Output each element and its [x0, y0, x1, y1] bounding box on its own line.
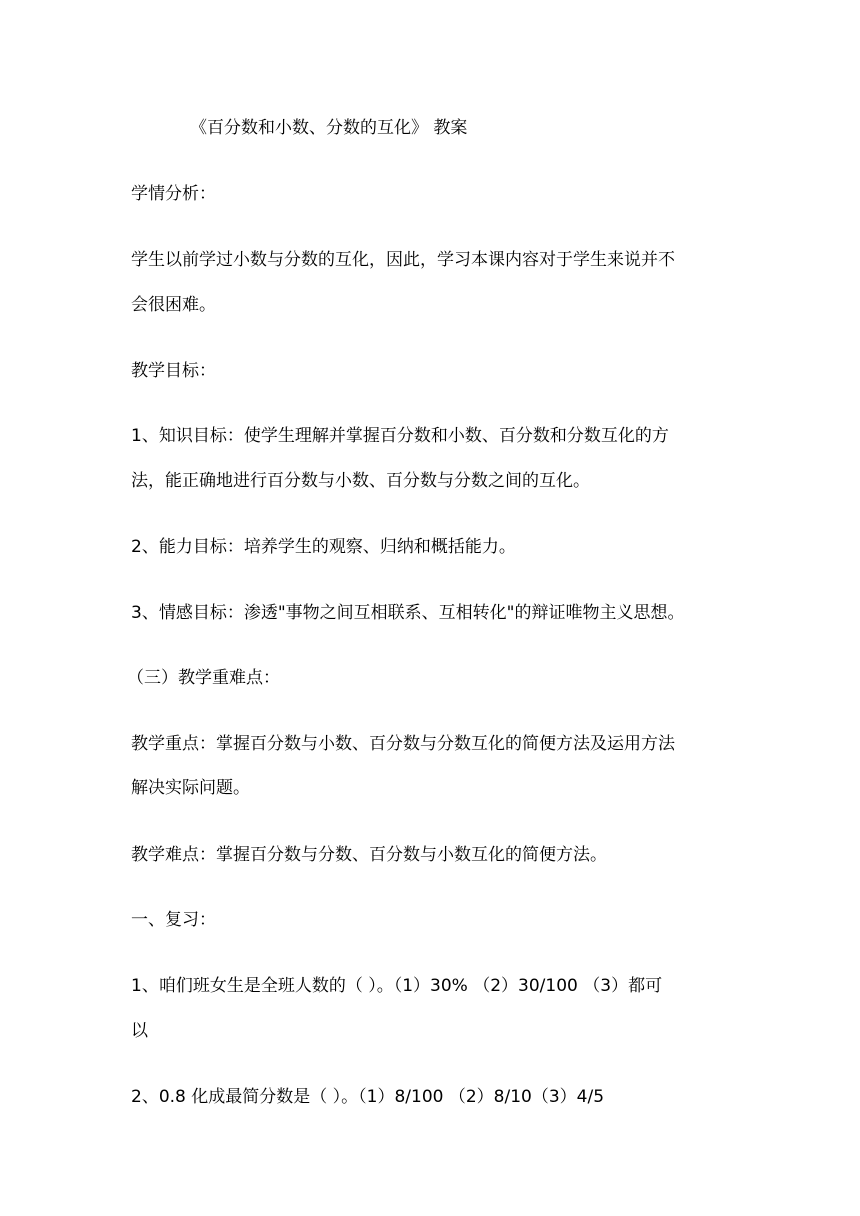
review-question-2: 2、0.8 化成最简分数是（ ）。（1）8/100 （2）8/10（3）4/5	[131, 1087, 605, 1107]
key-point-line2: 解决实际问题。	[131, 778, 250, 798]
objective-3: 3、情感目标：渗透"事物之间互相联系、互相转化"的辩证唯物主义思想。	[131, 603, 685, 623]
objective-1-line1: 1、知识目标：使学生理解并掌握百分数和小数、百分数和分数互化的方	[131, 426, 669, 446]
learning-analysis-text-line1: 学生以前学过小数与分数的互化，因此，学习本课内容对于学生来说并不	[131, 250, 675, 270]
review-heading: 一、复习：	[131, 910, 216, 930]
learning-analysis-heading: 学情分析：	[131, 184, 216, 204]
objectives-heading: 教学目标：	[131, 361, 216, 381]
objective-2: 2、能力目标：培养学生的观察、归纳和概括能力。	[131, 537, 516, 557]
review-question-1-line2: 以	[131, 1021, 148, 1041]
document-title: 《百分数和小数、分数的互化》 教案	[190, 118, 468, 138]
key-points-heading: （三）教学重难点：	[127, 668, 280, 688]
objective-1-line2: 法，能正确地进行百分数与小数、百分数与分数之间的互化。	[131, 471, 590, 491]
difficulty-point: 教学难点：掌握百分数与分数、百分数与小数互化的简便方法。	[131, 845, 607, 865]
key-point-line1: 教学重点：掌握百分数与小数、百分数与分数互化的简便方法及运用方法	[131, 734, 675, 754]
learning-analysis-text-line2: 会很困难。	[131, 295, 216, 315]
review-question-1-line1: 1、咱们班女生是全班人数的（ ）。（1）30% （2）30/100 （3）都可	[131, 976, 663, 996]
